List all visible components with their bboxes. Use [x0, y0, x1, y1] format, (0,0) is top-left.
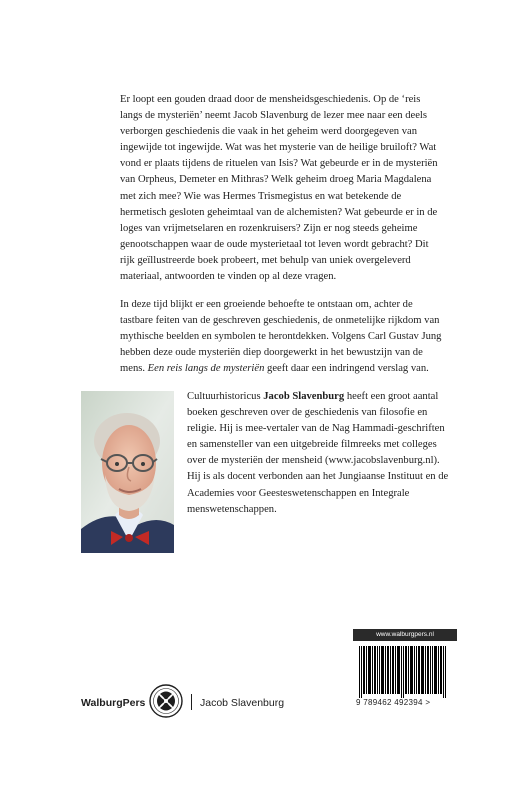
author-bio-prefix: Cultuurhistoricus [187, 391, 261, 402]
blurb-paragraph-2 [120, 297, 442, 377]
publisher-website: www.walburgpers.nl [353, 629, 457, 641]
footer-author-name: Jacob Slavenburg [200, 697, 285, 709]
barcode-block [353, 629, 457, 717]
blurb-paragraph-1: Er loopt een gouden draad door de mensheidsgeschiedenis. Op de ‘reis langs de mysteriën’ neemt Jacob Slavenburg de lezer mee naar een deels verborgen geschiedenis die vaak in het geheim werd doorgegeven van ingewijde tot ingewijde. Wat was het mysterie van de heilige bruiloft? Wat vond er plaats tijdens de rituelen van Isis? Wat gebeurde er in de mysteriën van Orpheus, Demeter en Mithras? Welk geheim droeg Maria Magdalena met zich mee? Wie was Hermes Trismegistus en wat betekende de hermetisch gesloten geheimtaal van de alchemisten? Wat gebeurde er in de loges van vrijmetselaren en rozenkruisers? Zijn er nog steeds geheime genootschappen waar de oude mysterietaal tot leven wordt gebracht? Dit rijk geïllustreerde boek probeert, met behulp van uniek overgeleverd materiaal, antwoorden te vinden op al deze vragen. [120, 94, 438, 283]
blurb-paragraph-2-intro: In deze tijd blijkt er een groeiende behoefte te ontstaan om, achter de tastbare feiten van de geschreven geschiedenis, de onmetelijke rijkdom van mythische beelden en symbolen te herontdekken. Volgens Carl Gustav Jung hebben deze oude mysteriën diep doorgewerkt in het bewustzijn van de mens. [120, 299, 442, 375]
author-bio-text: heeft een groot aantal boeken geschreven over de geschiedenis van filosofie en religie. Hij is mee-vertaler van de Nag Hammadi-geschriften en samensteller van een uitgebreide filmreeks met colleges over de mysteriën der mensheid (www.jacobslavenburg.nl). Hij is als docent verbonden aan het Jungiaanse Instituut en de Academies voor Geesteswetenschappen en Integrale menswetenschappen. [187, 391, 449, 515]
author-name: Jacob Slavenburg [263, 391, 345, 402]
footer-divider [191, 694, 192, 710]
isbn-digits: 9 789462 492394 > [356, 698, 431, 707]
blurb-paragraph-2-end: geeft daar een indringend verslag van. [267, 363, 429, 375]
publisher-name: WalburgPers [81, 697, 146, 709]
barcode-image [359, 646, 449, 698]
author-bio [187, 389, 455, 518]
author-portrait [81, 391, 174, 553]
publisher-logo-icon [148, 683, 184, 719]
book-title-italic: Een reis langs de mysteriën [147, 363, 265, 375]
